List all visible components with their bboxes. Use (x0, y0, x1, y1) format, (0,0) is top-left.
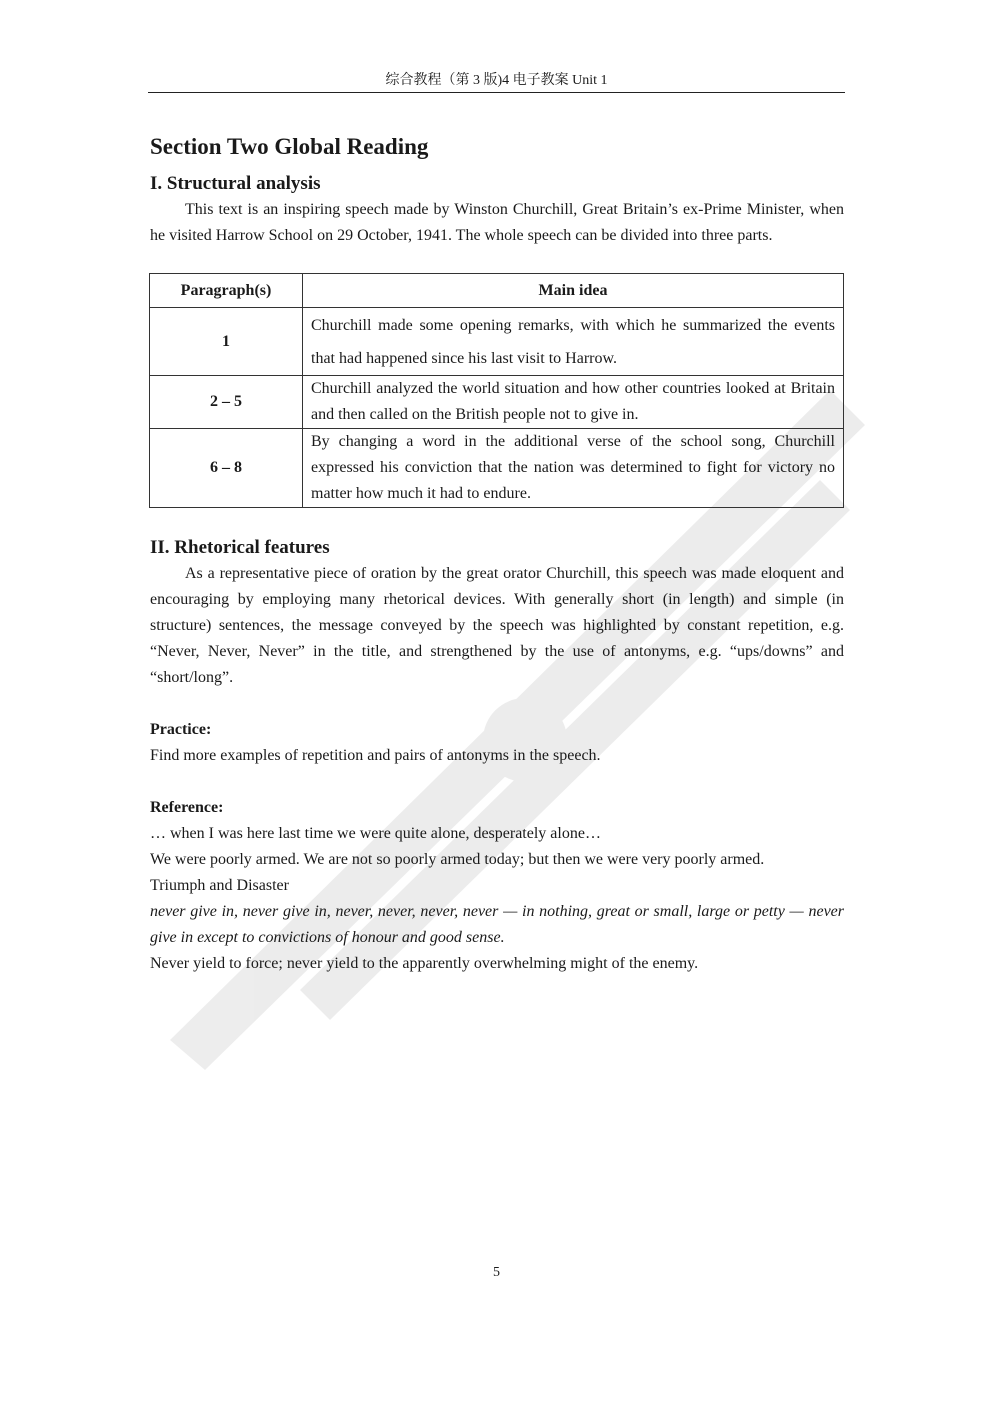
paragraph-number: 6 – 8 (150, 429, 303, 508)
section-title: Section Two Global Reading (150, 134, 429, 159)
rhetorical-body: As a representative piece of oration by the great orator Churchill, this speech was made eloquent and encouraging by employing many rhetorical devices. With generally short (in length) and simple (in structure) sentences, the message conveyed by the speech was highlighted by constant repetition, e.g. “Never, Never, Never” in the title, and strengthened by the use of antonyms, e.g. “ups/downs” and “short/long”. (150, 565, 844, 686)
reference-quote: never give in, never give in, never, never, never, never — in nothing, great or small, large or petty — never give in except to convictions of honour and good sense. (150, 903, 844, 946)
page-number: 5 (493, 1265, 500, 1280)
table-row (150, 376, 844, 429)
main-idea-cell: By changing a word in the additional verse of the school song, Churchill expressed his conviction that the nation was determined to fight for victory no matter how much it had to endure. (303, 429, 844, 508)
reference-label: Reference: (150, 799, 224, 816)
rhetorical-heading: II. Rhetorical features (150, 537, 330, 558)
paragraph-number: 2 – 5 (150, 376, 303, 429)
table-row (150, 308, 844, 376)
paragraph-number: 1 (150, 308, 303, 376)
table-row (150, 429, 844, 508)
table-header-row (150, 274, 844, 308)
main-idea-cell: Churchill analyzed the world situation and how other countries looked at Britain and then called on the British people not to give in. (303, 376, 844, 429)
page-header: 综合教程（第 3 版)4 电子教案 Unit 1 (148, 70, 845, 93)
reference-line: We were poorly armed. We are not so poorly armed today; but then we were very poorly armed. (150, 851, 765, 868)
reference-line: … when I was here last time we were quite alone, desperately alone… (150, 825, 601, 842)
practice-text: Find more examples of repetition and pairs of antonyms in the speech. (150, 747, 601, 764)
structural-intro: This text is an inspiring speech made by Winston Churchill, Great Britain’s ex-Prime Minister, when he visited Harrow School on 29 October, 1941. The whole speech can be divided into three parts. (150, 201, 844, 244)
column-header-main-idea: Main idea (303, 274, 844, 308)
structural-heading: I. Structural analysis (150, 173, 321, 194)
reference-line: Triumph and Disaster (150, 877, 289, 894)
main-content (150, 130, 844, 977)
practice-label: Practice: (150, 721, 212, 738)
column-header-paragraphs: Paragraph(s) (150, 274, 303, 308)
main-idea-table (149, 273, 844, 508)
reference-line: Never yield to force; never yield to the apparently overwhelming might of the enemy. (150, 955, 699, 972)
main-idea-cell: Churchill made some opening remarks, with which he summarized the events that had happened since his last visit to Harrow. (303, 308, 844, 376)
